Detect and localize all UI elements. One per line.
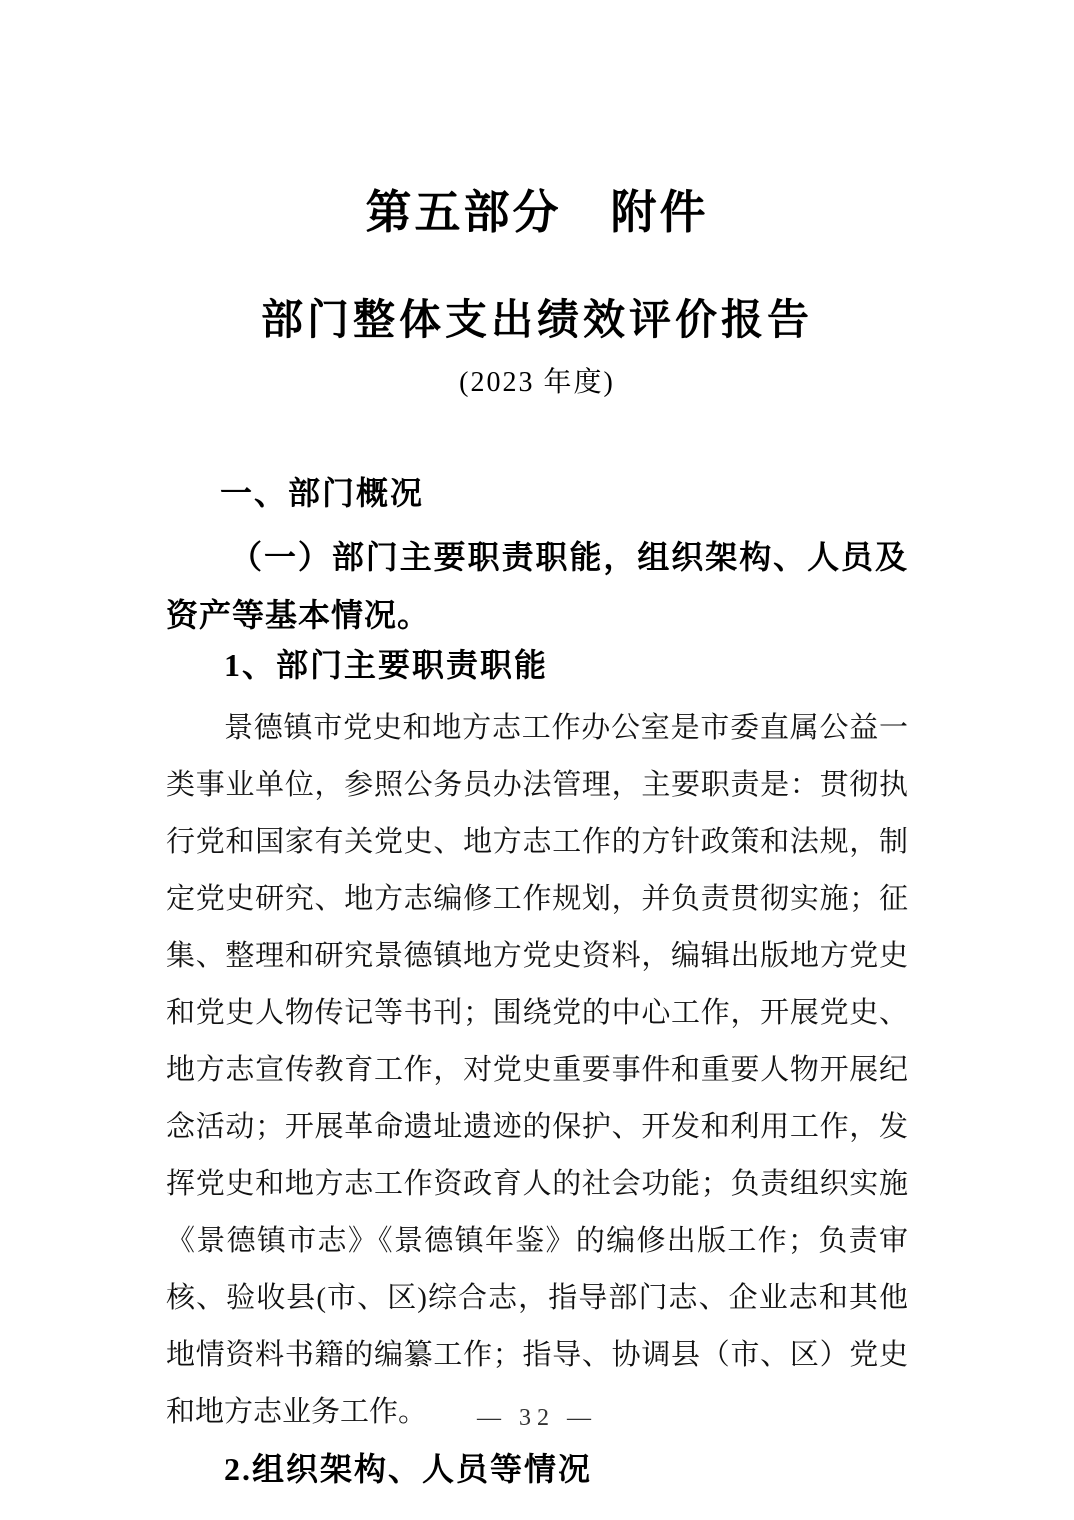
heading-item-2-organization-personnel: 2.组织架构、人员等情况 bbox=[224, 1451, 593, 1487]
part-title: 第五部分 附件 bbox=[365, 187, 709, 238]
heading-main-duties-summary: （一）部门主要职责职能，组织架构、人员及资产等基本情况。 bbox=[166, 539, 908, 633]
heading-department-overview: 一、部门概况 bbox=[220, 475, 425, 511]
paragraph-department-duties: 景德镇市党史和地方志工作办公室是市委直属公益一类事业单位，参照公务员办法管理，主要职责是：贯彻执行党和国家有关党史、地方志工作的方针政策和法规，制定党史研究、地方志编修工作规划，并负责贯彻实施；征集、整理和研究景德镇地方党史资料，编辑出版地方党史和党史人物传记等书刊；围绕党的中心工作，开展党史、地方志宣传教育工作，对党史重要事件和重要人物开展纪念活动；开展革命遗址遗迹的保护、开发和利用工作，发挥党史和地方志工作资政育人的社会功能；负责组织实施《景德镇市志》《景德镇年鉴》的编修出版工作；负责审核、验收县(市、区)综合志，指导部门志、企业志和其他地情资料书籍的编纂工作；指导、协调县（市、区）党史和地方志业务工作。 bbox=[166, 712, 908, 1428]
page-number: — 32 — bbox=[477, 1405, 597, 1431]
heading-item-1-main-duties: 1、部门主要职责职能 bbox=[224, 647, 549, 683]
report-year: (2023 年度) bbox=[459, 367, 615, 398]
report-title: 部门整体支出绩效评价报告 bbox=[260, 296, 813, 343]
